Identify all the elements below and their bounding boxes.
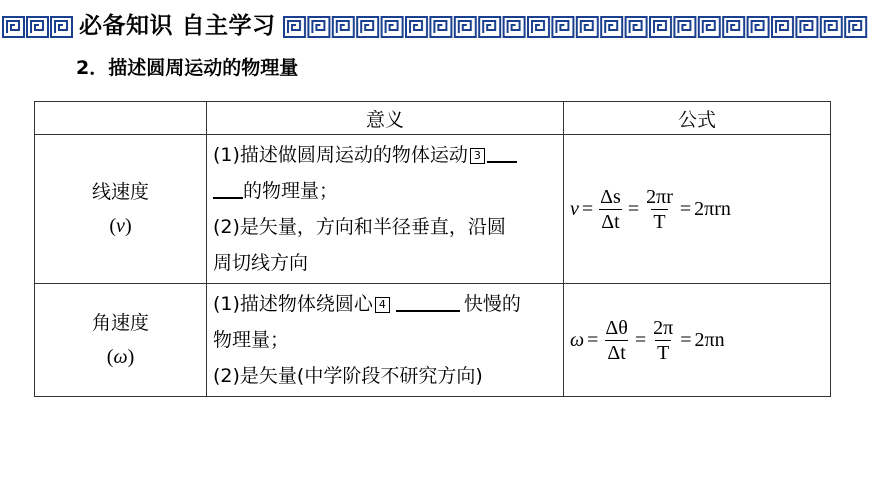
- angular-velocity-formula: ω = $\frac{\Delta\theta}{\Delta t}$ = $\frac{2\pi}{T}$ = 2πn: [570, 316, 725, 364]
- quantity-cell: [35, 284, 207, 397]
- linear-velocity-formula: v = $\frac{\Delta s}{\Delta t}$ = $\frac{2\pi r}{T}$ = 2πrn: [570, 185, 731, 233]
- header-title: 必备知识 自主学习: [79, 13, 276, 39]
- header-cell-formula: 公式: [564, 102, 831, 135]
- meaning-cell: [207, 135, 564, 284]
- desc-line: (1)描述做圆周运动的物体运动: [213, 144, 468, 166]
- formula-cell: [564, 284, 831, 397]
- fraction-denominator: T: [657, 341, 670, 364]
- quantity-symbol: (v): [109, 215, 132, 237]
- formula-rhs: 2πn: [694, 328, 725, 351]
- quantity-name: 角速度: [91, 312, 149, 334]
- fraction-numerator: Δs: [600, 185, 621, 208]
- circular-motion-quantities-table: [34, 101, 831, 397]
- greek-key-border-left-icon: [2, 16, 74, 38]
- header-cell-empty: [35, 102, 207, 135]
- fill-blank[interactable]: [487, 141, 517, 163]
- desc-line: (1)描述物体绕圆心: [213, 293, 373, 315]
- desc-line: 的物理量；: [243, 180, 339, 202]
- fill-blank-continued[interactable]: [213, 177, 243, 199]
- section-header: [0, 11, 870, 41]
- fraction-denominator: Δt: [601, 210, 620, 233]
- desc-line-tail: 快慢的: [463, 293, 521, 315]
- formula-cell: [564, 135, 831, 284]
- quantity-cell: [35, 135, 207, 284]
- quantity-name: 线速度: [91, 181, 149, 203]
- formula-rhs: 2πrn: [694, 197, 731, 220]
- fraction-2pi-T: [651, 317, 675, 364]
- fraction-2pir-T: [644, 186, 675, 233]
- desc-line: 周切线方向: [213, 252, 309, 274]
- table-header-row: [35, 102, 831, 135]
- meaning-cell: [207, 284, 564, 397]
- fraction-numerator: 2πr: [646, 185, 673, 208]
- blank-number-marker: 4: [375, 297, 390, 313]
- greek-key-border-right-icon: [283, 16, 868, 38]
- symbol-text: v: [116, 215, 125, 237]
- formula-lhs: ω: [570, 328, 585, 351]
- fraction-dtheta-dt: [603, 317, 629, 364]
- fraction-denominator: T: [653, 210, 666, 233]
- fraction-numerator: 2π: [653, 316, 674, 339]
- fraction-numerator: Δθ: [605, 316, 628, 339]
- section-heading: 2．描述圆周运动的物理量: [76, 57, 299, 79]
- desc-line: 物理量；: [213, 329, 290, 351]
- table-row-linear-velocity: [35, 135, 831, 284]
- blank-number-marker: 3: [470, 148, 485, 164]
- table-row-angular-velocity: [35, 284, 831, 397]
- fraction-ds-dt: [598, 186, 623, 233]
- fill-blank[interactable]: [396, 290, 460, 312]
- quantity-symbol: (ω): [106, 346, 135, 368]
- header-cell-meaning: 意义: [207, 102, 564, 135]
- symbol-text: ω: [113, 346, 128, 368]
- desc-line: (2)是矢量(中学阶段不研究方向): [213, 365, 483, 387]
- fraction-denominator: Δt: [607, 341, 626, 364]
- formula-lhs: v: [570, 197, 579, 220]
- desc-line: (2)是矢量，方向和半径垂直，沿圆: [213, 216, 506, 238]
